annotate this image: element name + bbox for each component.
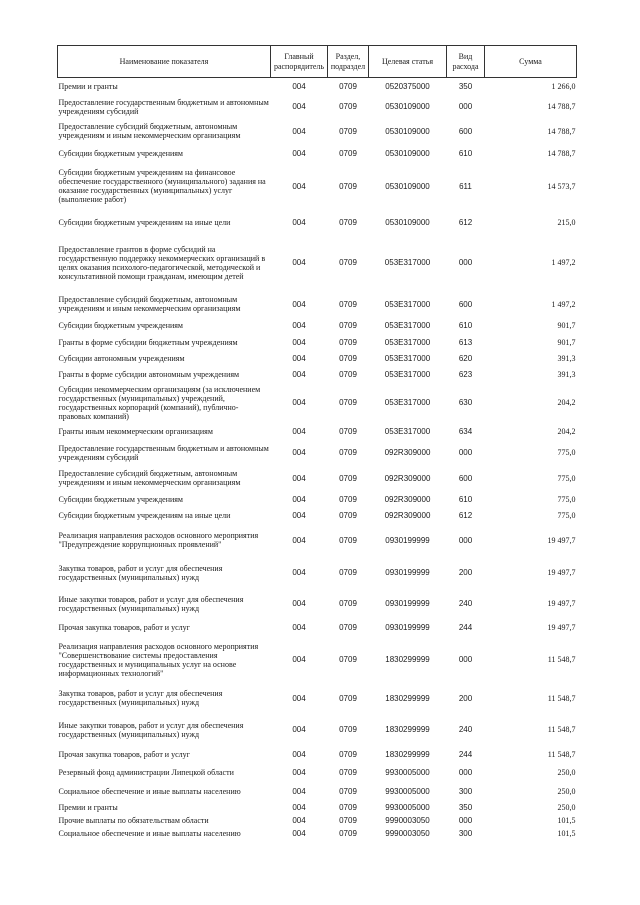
- row-grbs: 004: [292, 369, 306, 379]
- row-expense-type: 610: [458, 495, 473, 504]
- table-row: [58, 366, 577, 383]
- row-expense-type: 300: [458, 829, 473, 838]
- row-target-article: 9990003050: [385, 815, 430, 825]
- table-row: [58, 714, 577, 746]
- row-name: Предоставление субсидий бюджетным, автономным учреждениям и иным некоммерческим организациям: [58, 295, 241, 313]
- table-row: [58, 619, 577, 637]
- row-grbs: 004: [292, 149, 306, 158]
- row-name: Прочие выплаты по обязательствам области: [58, 815, 209, 825]
- row-name: Субсидии некоммерческим организациям (за исключением государственных (муниципальных) учреждений, государственных корпораций (компаний), публично-правовых компаний): [58, 384, 261, 421]
- row-name: Субсидии бюджетным учреждениям: [58, 149, 183, 158]
- row-target-article: 0530109000: [385, 126, 430, 136]
- row-grbs: 004: [292, 258, 306, 267]
- row-grbs: 004: [292, 802, 306, 812]
- row-target-article: 053Е317000: [384, 258, 431, 267]
- row-name: Субсидии бюджетным учреждениям на финансовое обеспечение государственного (муниципального) задания на оказание государственных (муниципальных) услуг (выполнение работ): [58, 168, 266, 204]
- row-razdel: 0709: [339, 495, 357, 504]
- row-grbs: 004: [292, 102, 306, 111]
- row-target-article: 053Е317000: [384, 353, 431, 363]
- row-razdel: 0709: [339, 299, 357, 309]
- row-target-article: 053Е317000: [384, 321, 431, 330]
- table-row: [58, 746, 577, 763]
- row-name: Закупка товаров, работ и услуг для обеспечения государственных (муниципальных) нужд: [58, 563, 223, 582]
- row-expense-type: 244: [458, 623, 473, 632]
- row-razdel: 0709: [339, 321, 357, 330]
- row-razdel: 0709: [339, 181, 357, 191]
- row-razdel: 0709: [339, 82, 357, 92]
- row-target-article: 053Е317000: [384, 369, 431, 379]
- row-grbs: 004: [292, 725, 306, 734]
- row-grbs: 004: [292, 337, 306, 347]
- row-sum: 250,0: [557, 802, 576, 812]
- row-expense-type: 634: [458, 427, 473, 436]
- row-grbs: 004: [292, 655, 306, 664]
- row-razdel: 0709: [339, 655, 357, 664]
- row-grbs: 004: [292, 815, 306, 825]
- table-row: [58, 96, 577, 118]
- row-grbs: 004: [292, 599, 306, 608]
- row-target-article: 0530109000: [385, 102, 430, 111]
- row-grbs: 004: [292, 217, 306, 227]
- row-expense-type: 200: [458, 568, 473, 577]
- table-row: [58, 235, 577, 291]
- row-name: Предоставление грантов в форме субсидий на государственную поддержку некоммерческих организаций в целях оказания психолого-педагогической, методической и консультативной помощи гражданам, имеющим детей: [58, 244, 266, 281]
- row-sum: 1 497,2: [551, 299, 576, 309]
- row-grbs: 004: [292, 495, 306, 504]
- row-sum: 101,5: [557, 829, 576, 838]
- row-razdel: 0709: [339, 802, 357, 812]
- row-grbs: 004: [292, 126, 306, 136]
- row-sum: 250,0: [557, 786, 576, 796]
- row-target-article: 0930199999: [385, 535, 430, 545]
- row-name: Резервный фонд администрации Липецкой области: [58, 767, 234, 777]
- row-grbs: 004: [292, 299, 306, 309]
- table-row: [58, 441, 577, 465]
- row-expense-type: 612: [458, 217, 473, 227]
- row-name: Реализация направления расходов основного мероприятия "Совершенствование системы предоставления государственных и муниципальных услуг на основе информационных технологий": [58, 641, 259, 678]
- row-target-article: 092R309000: [384, 448, 431, 457]
- row-target-article: 0930199999: [385, 623, 430, 632]
- row-name: Гранты в форме субсидии бюджетным учреждениям: [58, 337, 238, 347]
- row-sum: 391,3: [557, 353, 576, 363]
- row-name: Субсидии автономным учреждениям: [58, 353, 185, 363]
- header-grbs: Главный распорядитель: [271, 46, 328, 78]
- row-expense-type: 244: [458, 749, 473, 759]
- row-grbs: 004: [292, 749, 306, 759]
- row-sum: 204,2: [557, 427, 576, 436]
- row-name: Иные закупки товаров, работ и услуг для обеспечения государственных (муниципальных) нужд: [58, 720, 244, 739]
- row-name: Субсидии бюджетным учреждениям на иные цели: [58, 217, 231, 227]
- row-expense-type: 610: [458, 321, 473, 330]
- row-expense-type: 240: [458, 599, 473, 608]
- row-grbs: 004: [292, 82, 306, 92]
- table-row: [58, 78, 577, 96]
- row-target-article: 9930005000: [385, 786, 430, 796]
- row-razdel: 0709: [339, 693, 357, 703]
- row-razdel: 0709: [339, 337, 357, 347]
- row-razdel: 0709: [339, 448, 357, 457]
- row-name: Закупка товаров, работ и услуг для обеспечения государственных (муниципальных) нужд: [58, 689, 223, 707]
- table-row: [58, 801, 577, 814]
- row-grbs: 004: [292, 786, 306, 796]
- table-row: [58, 383, 577, 423]
- row-razdel: 0709: [339, 149, 357, 158]
- row-grbs: 004: [292, 321, 306, 330]
- row-razdel: 0709: [339, 568, 357, 577]
- row-sum: 11 548,7: [547, 749, 576, 759]
- row-sum: 14 788,7: [547, 149, 576, 158]
- row-name: Гранты в форме субсидии автономным учреждениям: [58, 369, 240, 379]
- row-razdel: 0709: [339, 511, 357, 520]
- row-expense-type: 623: [458, 369, 473, 379]
- row-razdel: 0709: [339, 815, 357, 825]
- row-expense-type: 000: [458, 258, 473, 267]
- row-expense-type: 620: [458, 353, 473, 363]
- row-target-article: 053Е317000: [384, 299, 431, 309]
- row-expense-type: 612: [458, 511, 473, 520]
- row-razdel: 0709: [339, 258, 357, 267]
- table-row: [58, 827, 577, 841]
- row-grbs: 004: [292, 767, 306, 777]
- row-sum: 204,2: [557, 398, 576, 407]
- row-grbs: 004: [292, 568, 306, 577]
- row-target-article: 0930199999: [385, 599, 430, 608]
- table-row: [58, 637, 577, 683]
- row-name: Предоставление государственным бюджетным и автономным учреждениям субсидий: [58, 443, 269, 462]
- row-expense-type: 000: [458, 767, 473, 777]
- row-expense-type: 000: [458, 448, 473, 457]
- table-row: [58, 465, 577, 492]
- row-name: Гранты иным некоммерческим организациям: [58, 427, 213, 436]
- row-razdel: 0709: [339, 427, 357, 436]
- row-expense-type: 000: [458, 102, 473, 111]
- row-target-article: 1830299999: [385, 749, 430, 759]
- row-sum: 775,0: [557, 473, 576, 483]
- row-name: Социальное обеспечение и иные выплаты населению: [58, 786, 241, 796]
- row-razdel: 0709: [339, 829, 357, 838]
- table-row: [58, 334, 577, 351]
- table-row: [58, 210, 577, 235]
- table-row: [58, 524, 577, 557]
- row-name: Социальное обеспечение и иные выплаты населению: [58, 829, 241, 838]
- row-expense-type: 000: [458, 535, 473, 545]
- row-expense-type: 200: [458, 693, 473, 703]
- row-razdel: 0709: [339, 398, 357, 407]
- row-name: Субсидии бюджетным учреждениям: [58, 321, 183, 330]
- table-row: [58, 351, 577, 366]
- header-expense-type: Вид расхода: [447, 46, 485, 78]
- table-row: [58, 423, 577, 441]
- row-razdel: 0709: [339, 725, 357, 734]
- row-expense-type: 600: [458, 473, 473, 483]
- table-row: [58, 508, 577, 524]
- row-razdel: 0709: [339, 473, 357, 483]
- row-name: Субсидии бюджетным учреждениям: [58, 495, 183, 504]
- budget-table: [57, 45, 577, 841]
- row-grbs: 004: [292, 829, 306, 838]
- header-target-article: Целевая статья: [369, 46, 447, 78]
- row-expense-type: 350: [458, 82, 473, 92]
- row-grbs: 004: [292, 693, 306, 703]
- table-row: [58, 782, 577, 801]
- row-target-article: 9930005000: [385, 802, 430, 812]
- row-target-article: 1830299999: [385, 693, 430, 703]
- row-sum: 250,0: [557, 767, 576, 777]
- row-sum: 14 788,7: [547, 102, 576, 111]
- row-target-article: 053Е317000: [384, 337, 431, 347]
- row-target-article: 092R309000: [384, 495, 431, 504]
- row-sum: 775,0: [557, 511, 576, 520]
- row-sum: 11 548,7: [547, 693, 576, 703]
- row-grbs: 004: [292, 181, 306, 191]
- row-target-article: 053Е317000: [384, 427, 431, 436]
- row-razdel: 0709: [339, 102, 357, 111]
- table-row: [58, 557, 577, 589]
- row-expense-type: 613: [458, 337, 473, 347]
- row-target-article: 9930005000: [385, 767, 430, 777]
- header-sum: Сумма: [485, 46, 577, 78]
- table-row: [58, 814, 577, 827]
- row-name: Реализация направления расходов основного мероприятия "Предупреждение коррупционных проявлений": [58, 531, 259, 549]
- table-row: [58, 318, 577, 334]
- table-row: [58, 683, 577, 714]
- header-name: Наименование показателя: [58, 46, 271, 78]
- row-target-article: 092R309000: [384, 473, 431, 483]
- row-target-article: 0520375000: [385, 82, 430, 92]
- row-name: Прочая закупка товаров, работ и услуг: [58, 623, 190, 632]
- row-name: Предоставление субсидий бюджетным, автономным учреждениям и иным некоммерческим организациям: [58, 122, 241, 140]
- row-target-article: 0530109000: [385, 181, 430, 191]
- row-name: Прочая закупка товаров, работ и услуг: [58, 749, 190, 759]
- row-razdel: 0709: [339, 535, 357, 545]
- row-sum: 11 548,7: [547, 655, 576, 664]
- row-name: Предоставление государственным бюджетным и автономным учреждениям субсидий: [58, 97, 269, 116]
- table-row: [58, 118, 577, 145]
- row-sum: 19 497,7: [547, 535, 576, 545]
- row-name: Субсидии бюджетным учреждениям на иные цели: [58, 511, 231, 520]
- row-sum: 901,7: [557, 321, 576, 330]
- row-sum: 14 573,7: [547, 181, 576, 191]
- row-sum: 19 497,7: [547, 599, 576, 608]
- row-grbs: 004: [292, 511, 306, 520]
- table-row: [58, 589, 577, 619]
- row-expense-type: 300: [458, 786, 473, 796]
- row-target-article: 1830299999: [385, 725, 430, 734]
- row-sum: 14 788,7: [547, 126, 576, 136]
- row-target-article: 053Е317000: [384, 398, 431, 407]
- row-sum: 19 497,7: [547, 568, 576, 577]
- row-target-article: 0530109000: [385, 149, 430, 158]
- row-grbs: 004: [292, 427, 306, 436]
- row-expense-type: 610: [458, 149, 473, 158]
- row-grbs: 004: [292, 623, 306, 632]
- row-grbs: 004: [292, 448, 306, 457]
- row-name: Премии и гранты: [58, 82, 118, 92]
- row-expense-type: 000: [458, 815, 473, 825]
- table-row: [58, 291, 577, 318]
- row-razdel: 0709: [339, 767, 357, 777]
- row-sum: 215,0: [557, 217, 576, 227]
- row-target-article: 0530109000: [385, 217, 430, 227]
- row-expense-type: 000: [458, 655, 473, 664]
- row-razdel: 0709: [339, 749, 357, 759]
- row-razdel: 0709: [339, 353, 357, 363]
- row-expense-type: 240: [458, 725, 473, 734]
- row-razdel: 0709: [339, 369, 357, 379]
- row-grbs: 004: [292, 535, 306, 545]
- table-row: [58, 163, 577, 210]
- row-razdel: 0709: [339, 786, 357, 796]
- row-razdel: 0709: [339, 217, 357, 227]
- row-razdel: 0709: [339, 126, 357, 136]
- table-row: [58, 763, 577, 782]
- row-sum: 11 548,7: [547, 725, 576, 734]
- row-name: Предоставление субсидий бюджетным, автономным учреждениям и иным некоммерческим организациям: [58, 469, 241, 487]
- header-razdel: Раздел, подраздел: [328, 46, 369, 78]
- row-razdel: 0709: [339, 623, 357, 632]
- row-target-article: 0930199999: [385, 568, 430, 577]
- row-expense-type: 350: [458, 802, 473, 812]
- row-sum: 775,0: [557, 448, 576, 457]
- table-row: [58, 145, 577, 163]
- row-sum: 901,7: [557, 337, 576, 347]
- row-sum: 1 266,0: [551, 82, 576, 92]
- row-grbs: 004: [292, 398, 306, 407]
- row-target-article: 9990003050: [385, 829, 430, 838]
- row-expense-type: 630: [458, 398, 473, 407]
- row-grbs: 004: [292, 353, 306, 363]
- row-sum: 391,3: [557, 369, 576, 379]
- row-sum: 101,5: [557, 815, 576, 825]
- row-name: Иные закупки товаров, работ и услуг для обеспечения государственных (муниципальных) нужд: [58, 594, 244, 613]
- row-grbs: 004: [292, 473, 306, 483]
- row-target-article: 092R309000: [384, 511, 431, 520]
- table-row: [58, 492, 577, 508]
- row-expense-type: 611: [459, 181, 472, 191]
- row-expense-type: 600: [458, 126, 473, 136]
- row-target-article: 1830299999: [385, 655, 430, 664]
- table-header-row: [58, 46, 577, 78]
- row-sum: 19 497,7: [547, 623, 576, 632]
- row-sum: 775,0: [557, 495, 576, 504]
- row-sum: 1 497,2: [551, 258, 576, 267]
- row-expense-type: 600: [458, 299, 473, 309]
- row-name: Премии и гранты: [58, 802, 118, 812]
- row-razdel: 0709: [339, 599, 357, 608]
